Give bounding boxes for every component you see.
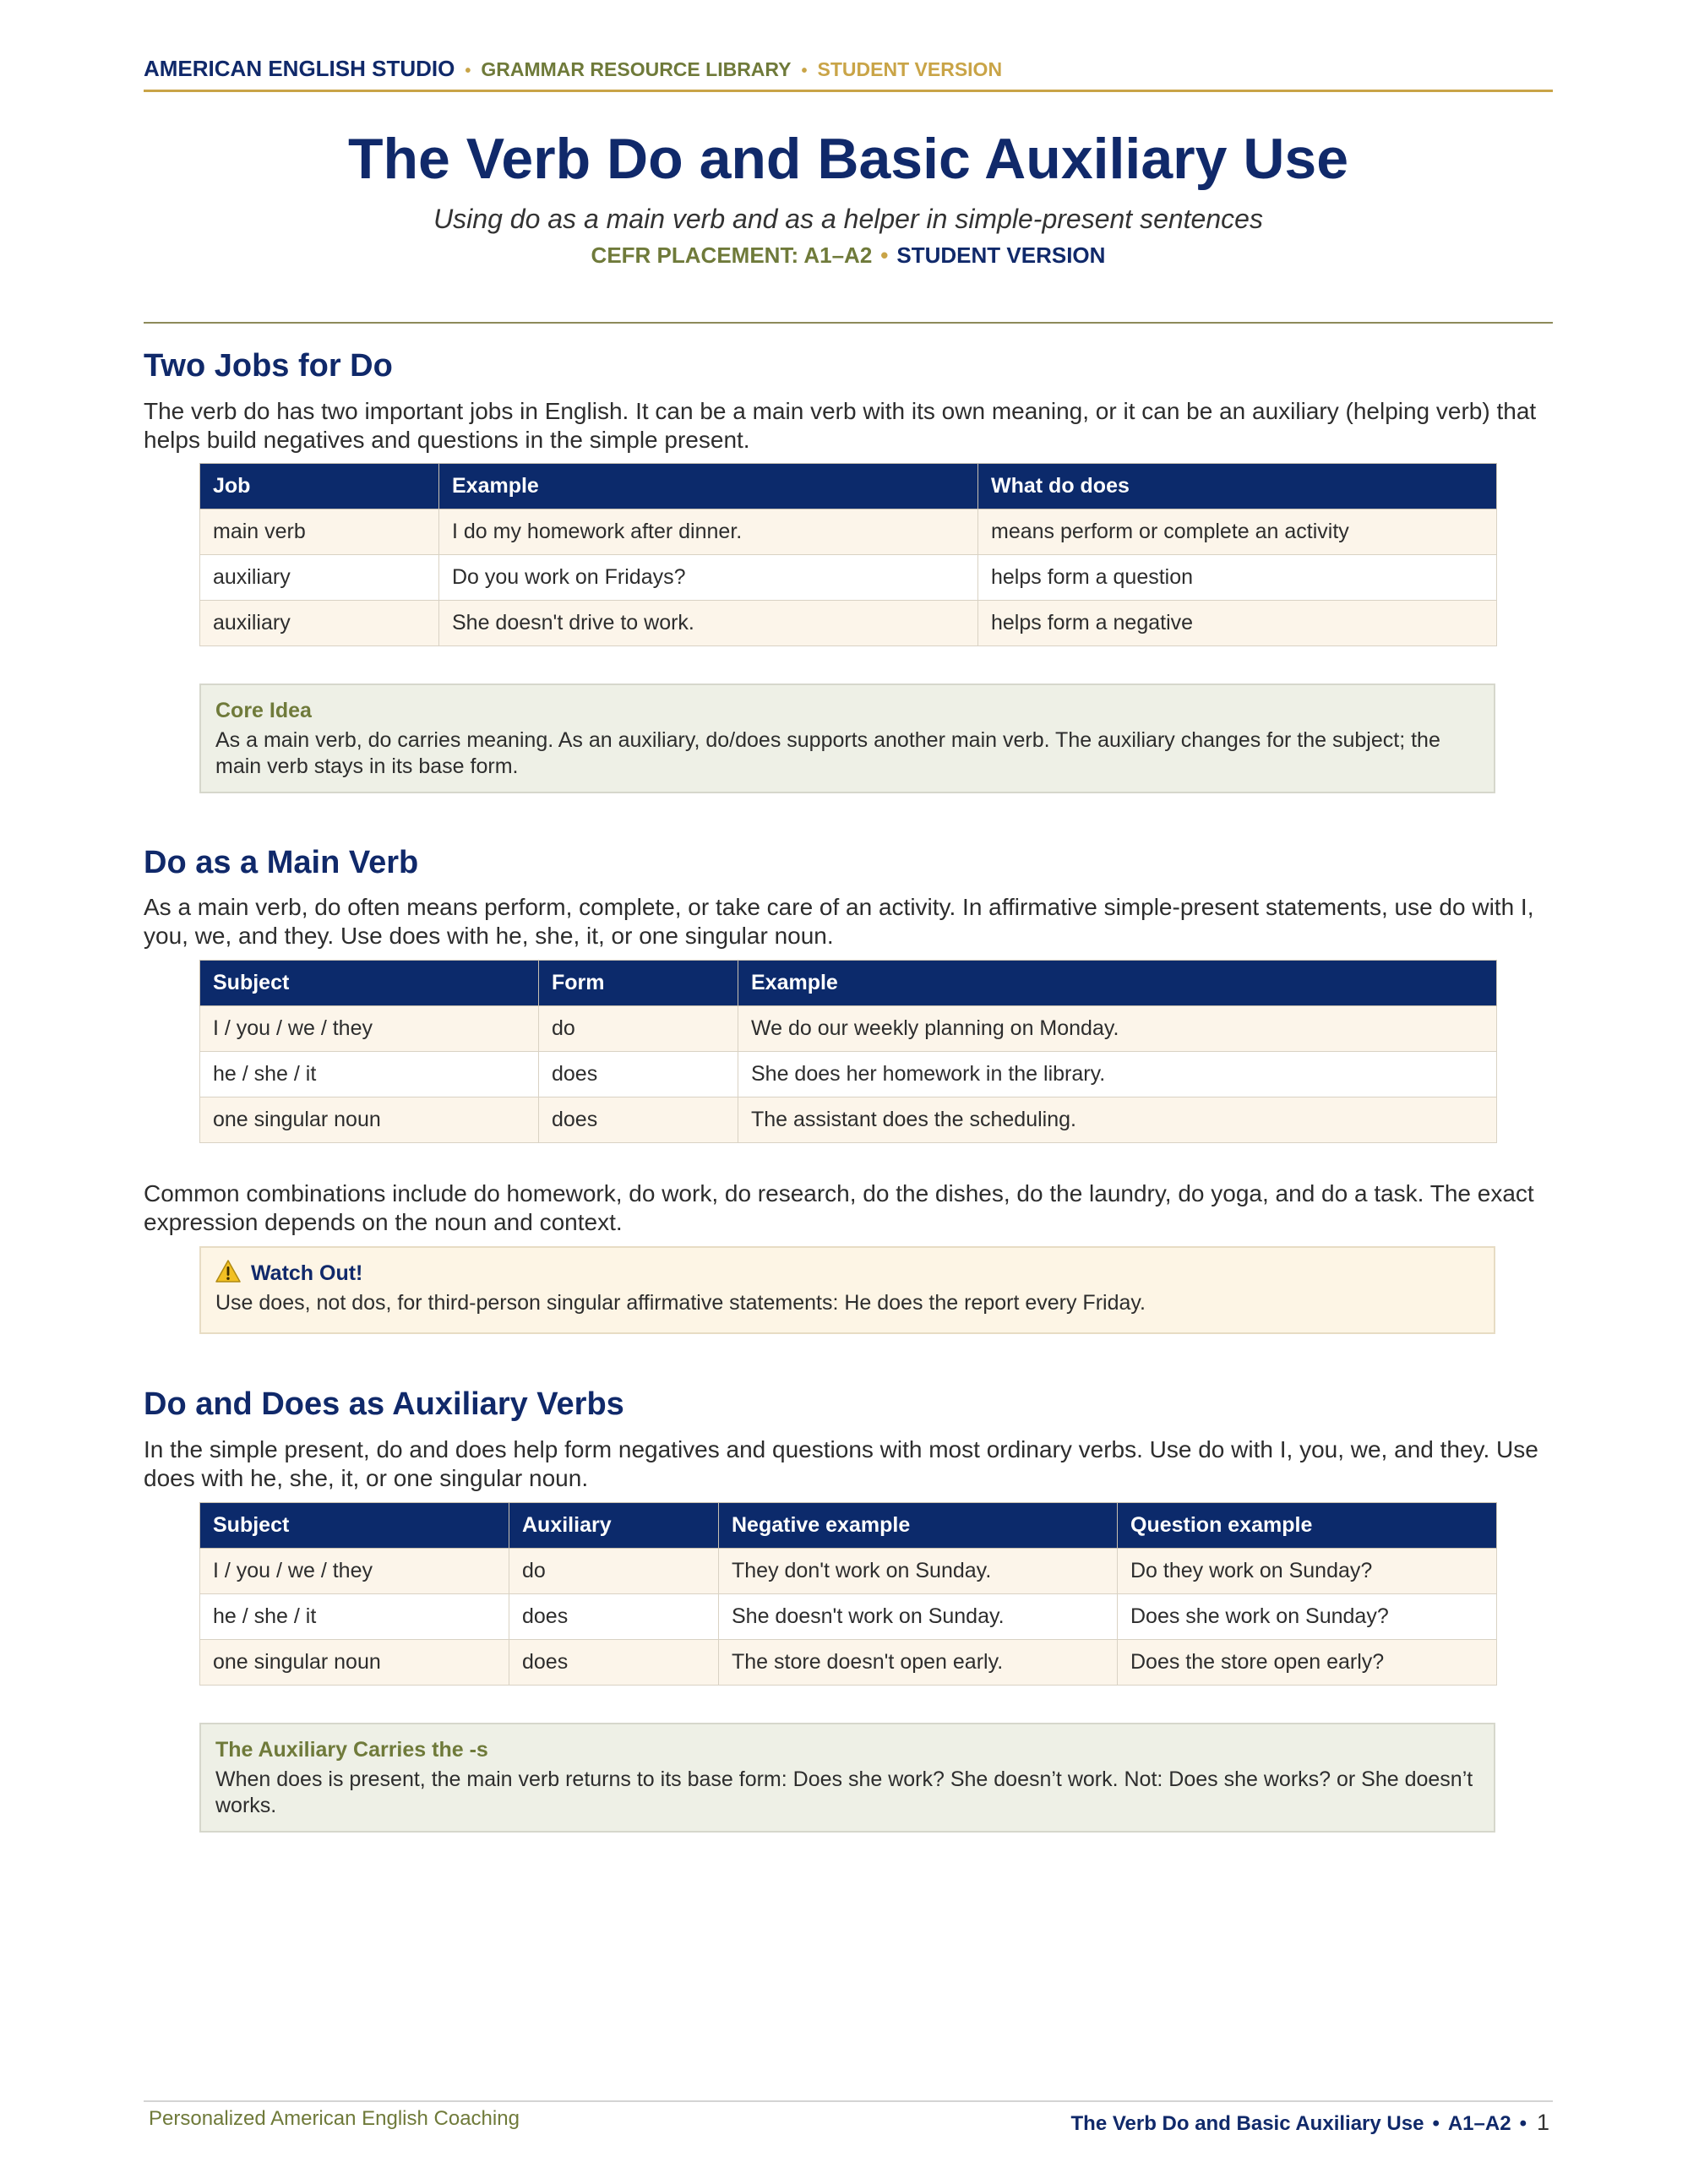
table-cell: does [509,1640,719,1686]
auxiliary-s-callout [199,1723,1495,1833]
footer-doc-title: The Verb Do and Basic Auxiliary Use [1070,2112,1424,2135]
footer-level: A1–A2 [1447,2112,1511,2135]
table-cell: does [539,1097,738,1143]
core-idea-callout [199,684,1495,793]
table-row [200,601,1497,646]
footer-divider [144,2100,1553,2102]
table-cell: he / she / it [200,1594,509,1640]
level-line [144,240,1553,270]
column-header: Form [539,961,738,1006]
student-version-label: STUDENT VERSION [896,242,1106,268]
brand-name: AMERICAN ENGLISH STUDIO [144,56,455,81]
running-header [144,56,1553,92]
header-separator: • [465,62,471,80]
table-cell: he / she / it [200,1052,539,1097]
section-intro: In the simple present, do and does help form negatives and questions with most ordinary verbs. Use do with I, you, we, and they. Use does with he, she, it, or one singular noun. [144,1436,1538,1491]
table-cell: Do you work on Fridays? [439,555,978,601]
jobs-table [199,463,1497,646]
table-cell: auxiliary [200,555,439,601]
table-row [200,555,1497,601]
cefr-placement: CEFR PLACEMENT: A1–A2 [591,242,873,268]
column-header: Question example [1118,1503,1497,1549]
table-row [200,1052,1497,1097]
main-verb-table [199,960,1497,1143]
table-cell: one singular noun [200,1640,509,1686]
header-separator: • [801,62,808,80]
footer-separator: • [1432,2112,1440,2135]
title-divider [144,322,1553,324]
section-intro: As a main verb, do often means perform, complete, or take care of an activity. In affirmative simple-present statements, use do with I, you, we, and they. Use does with he, she, it, or one singular noun. [144,894,1534,949]
callout-title-row [215,1260,1479,1287]
table-cell: means perform or complete an activity [978,509,1497,555]
version-label: STUDENT VERSION [817,58,1003,80]
table-cell: They don't work on Sunday. [719,1549,1118,1594]
table-cell: We do our weekly planning on Monday. [738,1006,1497,1052]
table-row [200,1549,1497,1594]
combinations-note: Common combinations include do homework, do work, do research, do the dishes, do the laundry, do yoga, and do a task. The exact expression depends on the noun and context. [144,1180,1534,1235]
table-cell: I / you / we / they [200,1006,539,1052]
table-cell: Does the store open early? [1118,1640,1497,1686]
callout-body: As a main verb, do carries meaning. As an auxiliary, do/does supports another main verb. The auxiliary changes for the subject; the main verb stays in its base form. [215,728,1440,778]
table-row [200,1006,1497,1052]
section-heading-main-verb: Do as a Main Verb [144,845,419,880]
table-row [200,509,1497,555]
table-cell: does [509,1594,719,1640]
library-name: GRAMMAR RESOURCE LIBRARY [481,58,792,80]
table-cell: I / you / we / they [200,1549,509,1594]
table-cell: She doesn't drive to work. [439,601,978,646]
section-heading-auxiliary: Do and Does as Auxiliary Verbs [144,1386,624,1422]
auxiliary-table [199,1502,1497,1686]
table-cell: The store doesn't open early. [719,1640,1118,1686]
column-header: Subject [200,961,539,1006]
column-header: What do does [978,464,1497,509]
callout-body: Use does, not dos, for third-person singular affirmative statements: He does the report every Friday. [215,1291,1146,1315]
column-header: Job [200,464,439,509]
table-cell: do [509,1549,719,1594]
footer-separator: • [1519,2112,1527,2135]
level-separator: • [880,242,889,268]
table-cell: auxiliary [200,601,439,646]
table-row [200,1594,1497,1640]
column-header: Auxiliary [509,1503,719,1549]
table-cell: helps form a question [978,555,1497,601]
table-cell: do [539,1006,738,1052]
table-cell: Do they work on Sunday? [1118,1549,1497,1594]
table-cell: main verb [200,509,439,555]
footer-coaching-label: Personalized American English Coaching [149,2107,520,2130]
column-header: Negative example [719,1503,1118,1549]
callout-body: When does is present, the main verb returns to its base form: Does she work? She doesn’t work. Not: Does she works? or She doesn’t works. [215,1767,1473,1817]
column-header: Subject [200,1503,509,1549]
table-header-row [200,961,1497,1006]
table-cell: I do my homework after dinner. [439,509,978,555]
section-intro: The verb do has two important jobs in English. It can be a main verb with its own meaning, or it can be an auxiliary (helping verb) that helps build negatives and questions in the simple present. [144,398,1537,453]
section-heading-two-jobs: Two Jobs for Do [144,348,393,384]
column-header: Example [439,464,978,509]
title-block [144,118,1553,270]
page-title: The Verb Do and Basic Auxiliary Use [347,127,1349,191]
footer-doc-info [1071,2110,1550,2136]
column-header: Example [738,961,1497,1006]
table-cell: Does she work on Sunday? [1118,1594,1497,1640]
table-cell: She doesn't work on Sunday. [719,1594,1118,1640]
table-row [200,1097,1497,1143]
table-cell: does [539,1052,738,1097]
table-cell: The assistant does the scheduling. [738,1097,1497,1143]
table-cell: She does her homework in the library. [738,1052,1497,1097]
table-row [200,1640,1497,1686]
callout-title: Watch Out! [251,1261,363,1285]
page-number: 1 [1536,2110,1549,2135]
table-header-row [200,1503,1497,1549]
watch-out-callout [199,1246,1495,1334]
table-cell: one singular noun [200,1097,539,1143]
callout-title: Core Idea [215,699,312,722]
page-subtitle: Using do as a main verb and as a helper in simple-present sentences [433,204,1263,234]
callout-title: The Auxiliary Carries the -s [215,1738,488,1762]
table-cell: helps form a negative [978,601,1497,646]
warning-icon [215,1260,241,1283]
table-header-row [200,464,1497,509]
